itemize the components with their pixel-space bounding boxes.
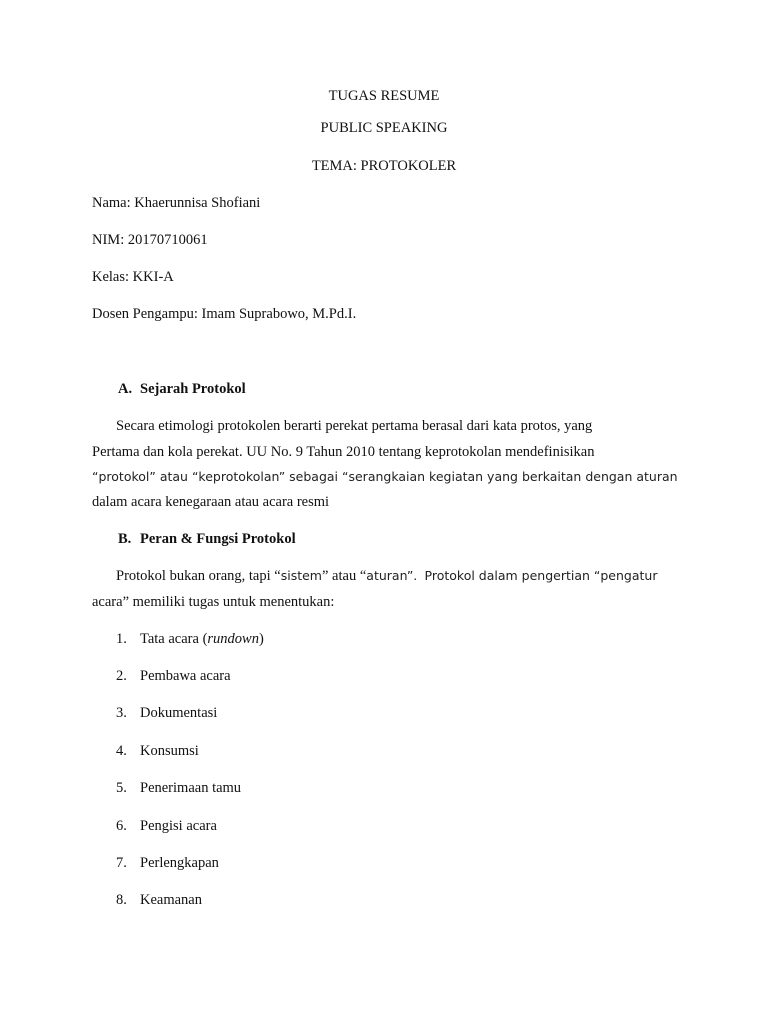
list-item: [140, 630, 264, 648]
student-name: Nama: Khaerunnisa Shofiani: [92, 195, 261, 211]
list-item: Pembawa acara: [140, 668, 231, 684]
document-subtitle: PUBLIC SPEAKING: [320, 120, 448, 136]
list-number: 3.: [116, 705, 127, 721]
list-number: 1.: [116, 631, 127, 647]
list-number: 5.: [116, 780, 127, 796]
section-a-para-line-4: dalam acara kenegaraan atau acara resmi: [92, 494, 330, 510]
student-nim: NIM: 20170710061: [92, 232, 208, 248]
para-text-sistem: sistem: [280, 568, 322, 583]
para-text-aturan: aturan: [366, 568, 407, 583]
para-text-c: ” atau “: [322, 568, 367, 584]
list-item: Perlengkapan: [140, 855, 219, 871]
section-b-letter: B.: [118, 531, 132, 547]
list-number: 7.: [116, 855, 127, 871]
list-number: 4.: [116, 743, 127, 759]
section-b-para-line-1: [116, 567, 657, 585]
section-a-para-line-3: “protokol” atau “keprotokolan” sebagai “serangkaian kegiatan yang berkaitan dengan aturan: [92, 469, 678, 484]
list-number: 8.: [116, 892, 127, 908]
list-number: 6.: [116, 818, 127, 834]
list-item: Keamanan: [140, 892, 202, 908]
para-text-e: ”.: [406, 568, 418, 583]
list-item-italic: rundown: [207, 631, 259, 647]
list-number: 2.: [116, 668, 127, 684]
list-item: Dokumentasi: [140, 705, 218, 721]
list-item: Penerimaan tamu: [140, 780, 242, 796]
section-a-para-line-1: Secara etimologi protokolen berarti perekat pertama berasal dari kata protos, yang: [116, 418, 593, 434]
lecturer-name: Dosen Pengampu: Imam Suprabowo, M.Pd.I.: [92, 306, 357, 322]
list-item-text: Tata acara (: [140, 631, 208, 647]
list-item-text-after: ): [258, 631, 264, 647]
list-item: Konsumsi: [140, 743, 199, 759]
section-b-title: Peran & Fungsi Protokol: [140, 531, 296, 547]
para-text-f: Protokol dalam pengertian “pengatur: [424, 568, 658, 583]
section-a-para-line-2: Pertama dan kola perekat. UU No. 9 Tahun 2010 tentang keprotokolan mendefinisikan: [92, 444, 595, 460]
section-b-para-line-2: acara” memiliki tugas untuk menentukan:: [92, 594, 335, 610]
list-item: Pengisi acara: [140, 818, 217, 834]
student-class: Kelas: KKI-A: [92, 269, 174, 285]
section-a-title: Sejarah Protokol: [140, 381, 246, 397]
para-text-a: Protokol bukan orang, tapi “: [116, 568, 281, 584]
section-a-letter: A.: [118, 381, 133, 397]
document-title: TUGAS RESUME: [328, 88, 440, 104]
document-theme: TEMA: PROTOKOLER: [311, 158, 457, 174]
